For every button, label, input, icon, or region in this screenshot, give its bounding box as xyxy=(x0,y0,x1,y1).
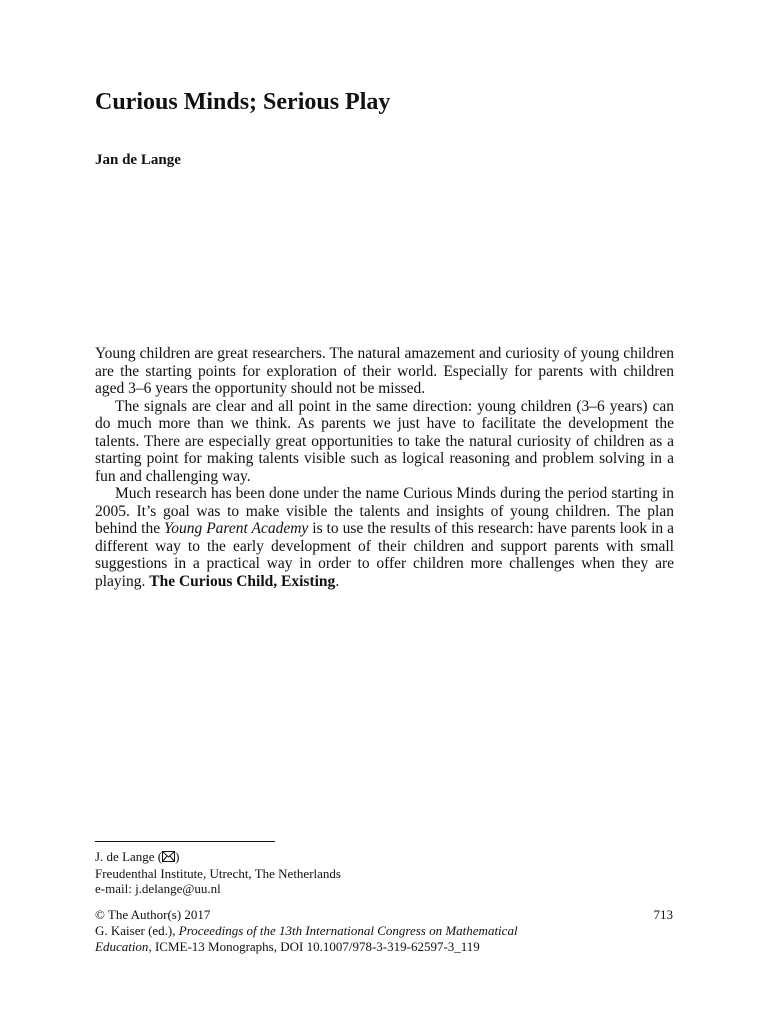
affiliation-author-line xyxy=(95,849,341,866)
abstract-paragraph-2: The signals are clear and all point in the same direction: young children (3–6 years) can do much more than we think. As parents we just have to facilitate the development the talents. There are especially great opportunities to take the natural curiosity of children as a starting point for making talents visible such as logical reasoning and problem solving in a fun and challenging way. xyxy=(95,397,674,485)
paragraph-text: is to use the results of this research: have parents look in a different way to the early development of their children and support parents with small suggestions in a practical way in order to offer children more challenges when they are playing. xyxy=(95,520,674,590)
citation-series: , ICME-13 Monographs, DOI 10.1007/978-3-319-62597-3_119 xyxy=(148,939,480,954)
envelope-icon[interactable] xyxy=(162,850,175,866)
author-affiliation xyxy=(95,849,341,897)
affiliation-institute: Freudenthal Institute, Utrecht, The Netherlands xyxy=(95,865,341,881)
affiliation-email[interactable]: e-mail: j.delange@uu.nl xyxy=(95,881,221,896)
citation-line-1 xyxy=(95,923,673,939)
citation-editor: G. Kaiser (ed.), xyxy=(95,923,179,938)
page-title: Curious Minds; Serious Play xyxy=(95,89,391,115)
paragraph-text: Much research has been done under the name Curious Minds during the period starting in 2005. It’s goal was to make visible the talents and insights of young children. The plan behind the xyxy=(95,485,674,537)
abstract xyxy=(95,345,674,590)
academy-name: Young Parent Academy xyxy=(164,520,309,537)
page-number: 713 xyxy=(653,907,673,922)
copyright-line xyxy=(95,907,673,923)
affiliation-author-end: ) xyxy=(175,849,180,864)
proceedings-title-continued: Education xyxy=(95,939,149,954)
abstract-paragraph-3 xyxy=(95,485,674,590)
abstract-paragraph-1: Young children are great researchers. The natural amazement and curiosity of young children are the starting points for exploration of their world. Especially for parents with children aged 3–6 years the opportunity should not be missed. xyxy=(95,345,674,397)
footnote-divider xyxy=(95,841,275,842)
citation-line-2 xyxy=(95,939,673,955)
author-name: Jan de Lange xyxy=(95,152,181,168)
paragraph-text: . xyxy=(335,572,340,590)
copyright-text: © The Author(s) 2017 xyxy=(95,907,211,922)
book-reference: The Curious Child, Existing xyxy=(149,572,336,590)
publication-info xyxy=(95,907,673,955)
affiliation-author: J. de Lange ( xyxy=(95,849,163,864)
proceedings-title: Proceedings of the 13th International Congress on Mathematical xyxy=(178,923,518,938)
